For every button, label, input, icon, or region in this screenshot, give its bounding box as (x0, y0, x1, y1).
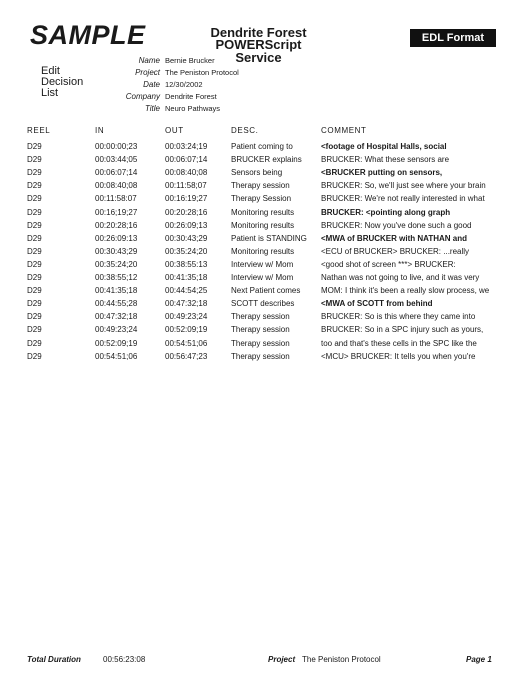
table-row (0, 221, 525, 233)
comment-cell: <MWA of SCOTT from behind (321, 299, 433, 309)
out-cell: 00:54:51;06 (165, 338, 208, 348)
page-number: Page 1 (466, 655, 492, 664)
column-header-comment: COMMENT (321, 126, 367, 135)
comment-cell: BRUCKER: <pointing along graph (321, 207, 451, 217)
in-cell: 00:38:55;12 (95, 273, 138, 282)
out-cell: 00:41:35;18 (165, 273, 208, 282)
reel-cell: D29 (27, 220, 42, 230)
reel-cell: D29 (27, 338, 42, 348)
total-duration-label: Total Duration (27, 655, 81, 664)
in-cell: 00:30:43;29 (95, 246, 138, 256)
meta-label: Title (144, 104, 160, 113)
out-cell: 00:16:19;27 (165, 194, 208, 204)
table-row (0, 273, 525, 285)
table-row (0, 181, 525, 193)
table-row (0, 325, 525, 337)
reel-cell: D29 (27, 351, 42, 361)
footer-project-value: The Peniston Protocol (302, 655, 381, 664)
table-row (0, 260, 525, 272)
in-cell: 00:47:32;18 (95, 312, 138, 322)
meta-value: The Peniston Protocol (165, 68, 239, 77)
in-cell: 00:00:00;23 (95, 142, 138, 151)
out-cell: 00:47:32;18 (165, 299, 208, 309)
desc-cell: Monitoring results (231, 207, 295, 217)
meta-value: Neuro Pathways (165, 104, 221, 113)
column-header-reel: REEL (27, 126, 51, 135)
out-cell: 00:06:07;14 (165, 155, 208, 165)
table-row (0, 339, 525, 351)
in-cell: 00:41:35;18 (95, 286, 138, 296)
title-line: List (41, 87, 59, 99)
comment-cell: BRUCKER: What these sensors are (321, 155, 450, 165)
reel-cell: D29 (27, 233, 42, 243)
in-cell: 00:08:40;08 (95, 181, 138, 191)
total-duration-value: 00:56:23:08 (103, 655, 146, 664)
reel-cell: D29 (27, 168, 42, 178)
desc-cell: Therapy session (231, 351, 290, 361)
service-name: POWERScript Service (215, 37, 302, 65)
reel-cell: D29 (27, 207, 42, 217)
reel-cell: D29 (27, 142, 42, 151)
desc-cell: BRUCKER explains (231, 155, 302, 165)
reel-cell: D29 (27, 299, 42, 309)
company-name: Dendrite Forest (210, 25, 307, 40)
desc-cell: Patient coming to (231, 142, 293, 151)
in-cell: 00:06:07;14 (95, 168, 138, 178)
table-row (0, 142, 525, 154)
reel-cell: D29 (27, 155, 42, 165)
desc-cell: Interview w/ Mom (231, 259, 294, 269)
desc-cell: Sensors being (231, 168, 283, 178)
out-cell: 00:03:24;19 (165, 142, 208, 151)
comment-cell: too and that's these cells in the SPC like the (321, 338, 477, 348)
column-header-desc: DESC. (231, 126, 259, 135)
meta-value: 12/30/2002 (165, 80, 203, 89)
out-cell: 00:52:09;19 (165, 325, 208, 335)
desc-cell: Therapy session (231, 312, 290, 322)
comment-cell: <good shot of screen ***> BRUCKER: (321, 259, 456, 269)
meta-label: Name (138, 56, 160, 65)
comment-cell: BRUCKER: So in a SPC injury such as yours, (321, 325, 484, 335)
comment-cell: <MWA of BRUCKER with NATHAN and (321, 233, 467, 243)
in-cell: 00:49:23;24 (95, 325, 138, 335)
reel-cell: D29 (27, 246, 42, 256)
reel-cell: D29 (27, 181, 42, 191)
comment-cell: BRUCKER: Now you've done such a good (321, 220, 472, 230)
meta-block (0, 56, 525, 116)
desc-cell: Therapy session (231, 181, 290, 191)
in-cell: 00:26:09:13 (95, 233, 138, 243)
table-row (0, 194, 525, 206)
out-cell: 00:11:58;07 (165, 181, 207, 191)
table-row (0, 168, 525, 180)
reel-cell: D29 (27, 325, 42, 335)
table-row (0, 299, 525, 311)
comment-cell: <footage of Hospital Halls, social (321, 142, 447, 151)
in-cell: 00:20:28;16 (95, 220, 138, 230)
desc-cell: Patient is STANDING (231, 233, 307, 243)
desc-cell: Monitoring results (231, 246, 295, 256)
meta-label: Company (125, 92, 160, 101)
desc-cell: Interview w/ Mom (231, 273, 294, 282)
meta-label: Date (143, 80, 160, 89)
desc-cell: Therapy session (231, 338, 290, 348)
out-cell: 00:49:23;24 (165, 312, 208, 322)
sample-watermark: SAMPLE (30, 20, 146, 50)
table-row (0, 286, 525, 298)
title-line: Decision (41, 76, 84, 88)
comment-cell: BRUCKER: So, we'll just see where your brain (321, 181, 486, 191)
in-cell: 00:16;19;27 (95, 207, 138, 217)
reel-cell: D29 (27, 194, 42, 204)
column-header-out: OUT (165, 126, 184, 135)
comment-cell: BRUCKER: We're not really interested in what (321, 194, 485, 204)
comment-cell: <MCU> BRUCKER: It tells you when you're (321, 351, 476, 361)
out-cell: 00:20:28;16 (165, 207, 208, 217)
table-row (0, 155, 525, 167)
out-cell: 00:26:09;13 (165, 220, 208, 230)
comment-cell: <ECU of BRUCKER> BRUCKER: ...really (321, 246, 470, 256)
meta-value: Bernie Brucker (165, 56, 215, 65)
comment-cell: MOM: I think it's been a really slow process, we (321, 286, 490, 296)
table-row (0, 208, 525, 220)
desc-cell: SCOTT describes (231, 299, 295, 309)
desc-cell: Next Patient comes (231, 286, 301, 296)
out-cell: 00:08:40;08 (165, 168, 208, 178)
table-row (0, 352, 525, 364)
out-cell: 00:38:55:13 (165, 259, 208, 269)
column-header-in: IN (95, 126, 105, 135)
in-cell: 00:03:44;05 (95, 155, 138, 165)
reel-cell: D29 (27, 312, 42, 322)
meta-value: Dendrite Forest (165, 92, 217, 101)
in-cell: 00:52:09;19 (95, 338, 138, 348)
in-cell: 00:11:58:07 (95, 194, 137, 204)
comment-cell: <BRUCKER putting on sensors, (321, 168, 443, 178)
out-cell: 00:30:43;29 (165, 233, 208, 243)
out-cell: 00:44:54;25 (165, 286, 208, 296)
table-row (0, 312, 525, 324)
table-row (0, 234, 525, 246)
table-row (0, 247, 525, 259)
reel-cell: D29 (27, 286, 42, 296)
in-cell: 00:54:51;06 (95, 351, 138, 361)
title-line: Edit (41, 65, 60, 77)
in-cell: 00:35:24;20 (95, 259, 138, 269)
comment-cell: Nathan was not going to live, and it was very (321, 273, 480, 282)
in-cell: 00:44:55;28 (95, 299, 138, 309)
footer-project-label: Project (268, 655, 296, 664)
reel-cell: D29 (27, 273, 42, 282)
format-badge: EDL Format (410, 29, 496, 47)
out-cell: 00:35:24;20 (165, 246, 208, 256)
comment-cell: BRUCKER: So is this where they came into (321, 312, 476, 322)
desc-cell: Monitoring results (231, 220, 295, 230)
meta-label: Project (135, 68, 160, 77)
reel-cell: D29 (27, 259, 42, 269)
desc-cell: Therapy Session (231, 194, 292, 204)
out-cell: 00:56:47;23 (165, 351, 208, 361)
desc-cell: Therapy session (231, 325, 290, 335)
